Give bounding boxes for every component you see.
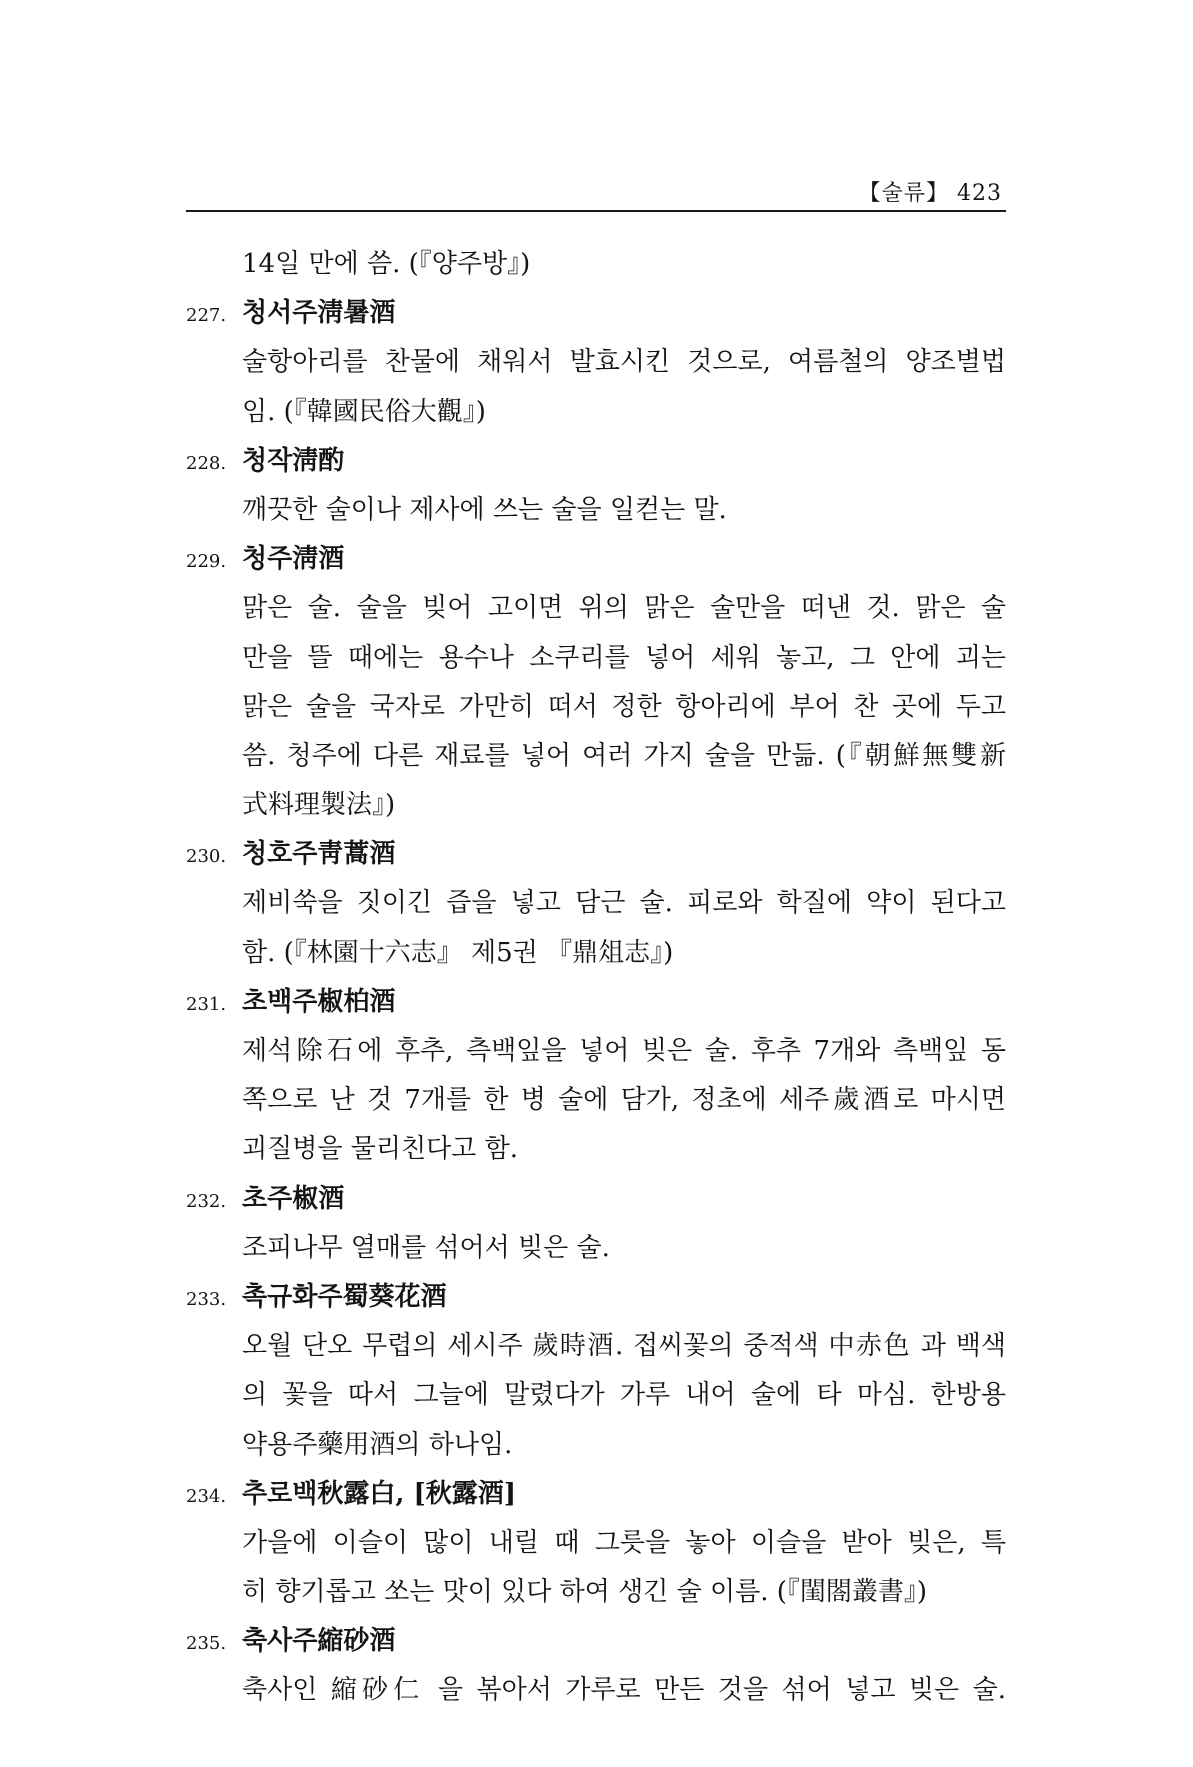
definition-line: 맑은 술을 국자로 가만히 떠서 정한 항아리에 부어 찬 곳에 두고	[242, 691, 1006, 722]
definition-line: 조피나무 열매를 섞어서 빚은 술.	[242, 1232, 610, 1263]
definition-line: 오월 단오 무렵의 세시주 歲時酒. 접씨꽃의 중적색 中赤色 과 백색	[242, 1331, 1006, 1362]
definition-line: 14일 만에 씀. (『양주방』)	[242, 249, 531, 279]
entry-number: 234.	[186, 1485, 227, 1507]
entry-number: 235.	[186, 1633, 227, 1655]
entry-number: 231.	[186, 993, 227, 1015]
definition-line: 가을에 이슬이 많이 내릴 때 그릇을 놓아 이슬을 받아 빚은, 특	[242, 1527, 1006, 1558]
entry-number: 229.	[186, 551, 227, 573]
page-number: 423	[957, 181, 1002, 206]
definition-line: 만을 뜰 때에는 용수나 소쿠리를 넣어 세워 놓고, 그 안에 괴는	[242, 642, 1006, 673]
entry-title: 청작淸酌	[242, 445, 345, 476]
definition-line: 맑은 술. 술을 빚어 고이면 위의 맑은 술만을 떠낸 것. 맑은 술	[242, 593, 1006, 624]
entry-number: 233.	[186, 1288, 227, 1310]
entry-heading	[186, 830, 1006, 879]
page-header	[186, 176, 1006, 212]
definition-line: 씀. 청주에 다른 재료를 넣어 여러 가지 술을 만듦. (『朝鮮無雙新	[242, 740, 1006, 771]
dictionary-body	[186, 240, 1006, 1716]
running-head	[858, 176, 1002, 207]
entry-heading	[186, 289, 1006, 338]
definition-line: 제비쑥을 짓이긴 즙을 넣고 담근 술. 피로와 학질에 약이 된다고	[242, 888, 1006, 919]
entry-number: 227.	[186, 305, 227, 327]
definition-line: 의 꽃을 따서 그늘에 말렸다가 가루 내어 술에 타 마심. 한방용	[242, 1380, 1006, 1411]
entry-heading	[186, 1470, 1006, 1519]
definition-line: 함. (『林園十六志』 제5권 『鼎俎志』)	[242, 937, 674, 968]
entry-title: 초백주椒柏酒	[242, 986, 396, 1017]
entry-title: 청서주淸暑酒	[242, 298, 396, 329]
entry-heading	[186, 1617, 1006, 1666]
definition-line: 임. (『韓國民俗大觀』)	[242, 396, 486, 427]
definition-line: 약용주藥用酒의 하나임.	[242, 1429, 513, 1460]
entry-heading	[186, 978, 1006, 1027]
entry-number: 230.	[186, 846, 227, 868]
entry-title: 추로백秋露白, [秋露酒]	[242, 1478, 517, 1509]
section-label: 【술류】	[858, 181, 949, 206]
definition-line: 술항아리를 찬물에 채워서 발효시킨 것으로, 여름철의 양조별법	[242, 347, 1006, 378]
entry-title: 청호주靑蒿酒	[242, 839, 396, 870]
entry-heading	[186, 1273, 1006, 1322]
entry-heading	[186, 1175, 1006, 1224]
entry-heading	[186, 535, 1006, 584]
definition-line: 式料理製法』)	[242, 790, 396, 821]
entry-title: 축사주縮砂酒	[242, 1626, 396, 1657]
entry-heading	[186, 437, 1006, 486]
definition-line: 쪽으로 난 것 7개를 한 병 술에 담가, 정초에 세주歲酒로 마시면	[242, 1085, 1006, 1116]
entry-title: 촉규화주蜀葵花酒	[242, 1281, 447, 1312]
entry-number: 228.	[186, 452, 227, 474]
definition-line: 히 향기롭고 쏘는 맛이 있다 하여 생긴 술 이름. (『閨閤叢書』)	[242, 1577, 928, 1608]
entry-title: 청주淸酒	[242, 544, 345, 575]
entry-title: 초주椒酒	[242, 1183, 345, 1214]
definition-line: 축사인 縮砂仁 을 볶아서 가루로 만든 것을 섞어 넣고 빚은 술.	[242, 1675, 1006, 1706]
definition-line: 제석除石에 후추, 측백잎을 넣어 빚은 술. 후추 7개와 측백잎 동	[242, 1036, 1006, 1066]
definition-line: 괴질병을 물리친다고 함.	[242, 1134, 518, 1165]
entry-number: 232.	[186, 1190, 227, 1212]
definition-line: 깨끗한 술이나 제사에 쓰는 술을 일컫는 말.	[242, 494, 727, 525]
